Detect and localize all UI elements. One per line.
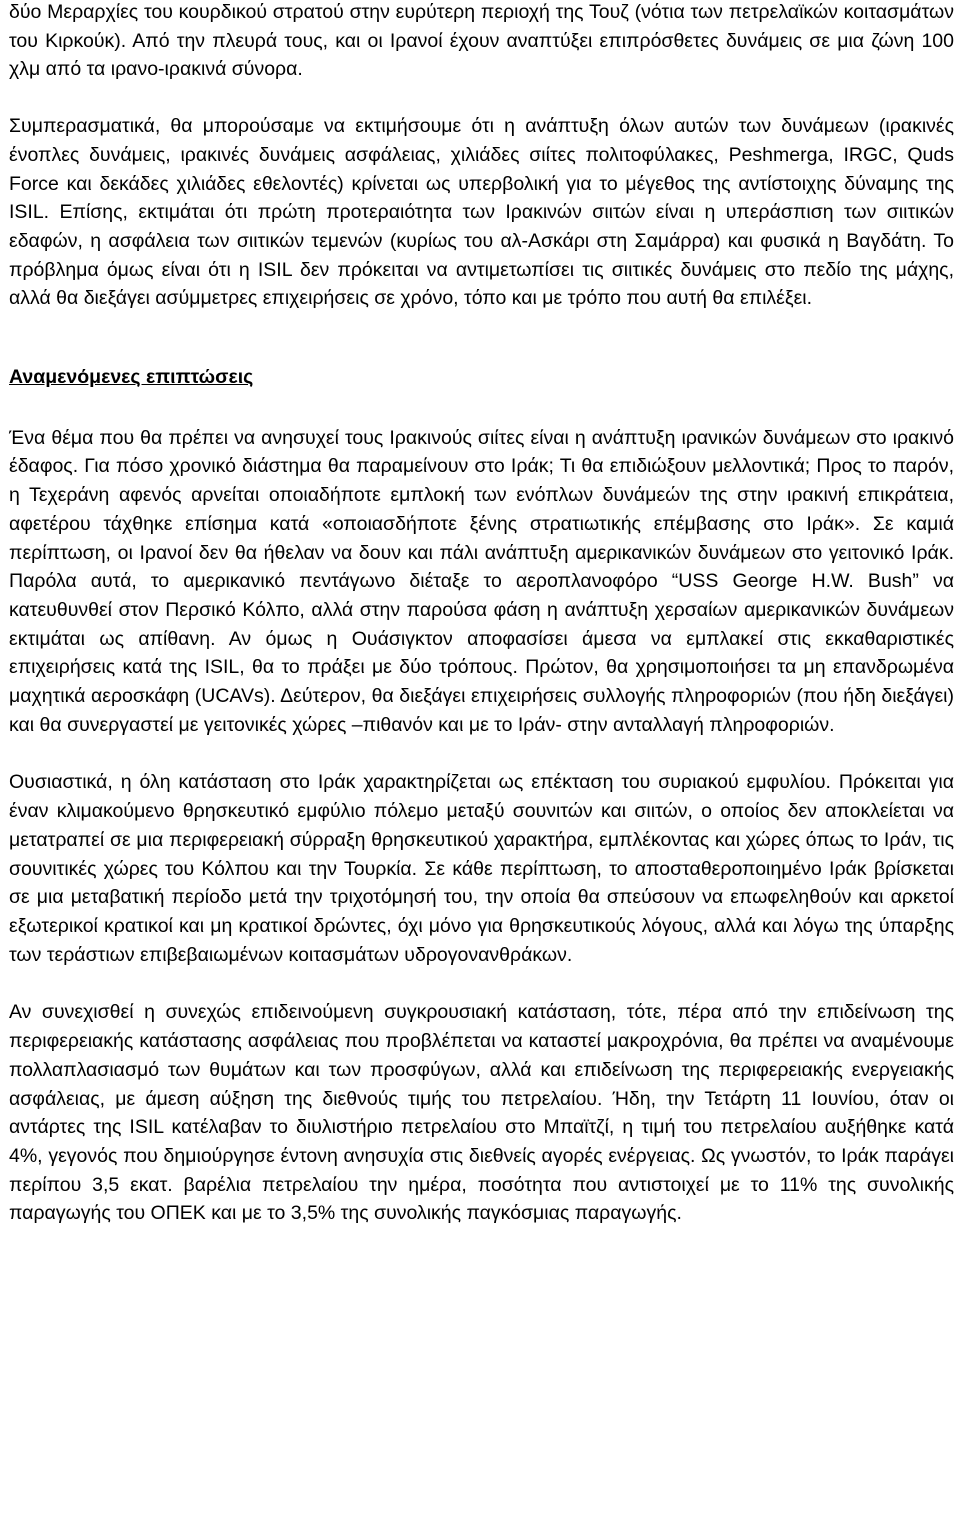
document-page (9, 0, 954, 1228)
section-heading: Αναμενόμενες επιπτώσεις (9, 366, 254, 389)
paragraph-iraq-forces: Ένα θέμα που θα πρέπει να ανησυχεί τους Ιρακινούς σιίτες είναι η ανάπτυξη ιρανικών δυνάμεων στο ιρακινό έδαφος. Για πόσο χρονικό διάστημα θα παραμείνουν στο Ιράκ; Τι θα επιδιώξουν μελλοντικά; Προς το παρόν, η Τεχεράνη αφενός αρνείται οποιαδήποτε εμπλοκή των ενόπλων δυνάμεών της στην ιρακινή επικράτεια, αφετέρου τάχθηκε επίσημα κατά «οποιασδήποτε ξένης στρατιωτικής επέμβασης στο Ιράκ». Σε καμιά περίπτωση, οι Ιρανοί δεν θα ήθελαν να δουν και πάλι ανάπτυξη αμερικανικών δυνάμεων στο γειτονικό Ιράκ. Παρόλα αυτά, το αμερικανικό πεντάγωνο διέταξε το αεροπλανοφόρο “USS George H.W. Bush” να κατευθυνθεί στον Περσικό Κόλπο, αλλά στην παρούσα φάση η ανάπτυξη χερσαίων αμερικανικών δυνάμεων εκτιμάται ως απίθανη. Αν όμως η Ουάσιγκτον αποφασίσει άμεσα να εμπλακεί στις εκκαθαριστικές επιχειρήσεις κατά της ISIL, θα το πράξει με δύο τρόπους. Πρώτον, θα χρησιμοποιήσει τα μη επανδρωμένα μαχητικά αεροσκάφη (UCAVs). Δεύτερον, θα διεξάγει επιχειρήσεις συλλογής πληροφοριών (που ήδη διεξάγει) και θα συνεργαστεί με γειτονικές χώρες –πιθανόν και με το Ιράν- στην ανταλλαγή πληροφοριών. (9, 426, 954, 736)
conclusion-paragraph: Συμπερασματικά, θα μπορούσαμε να εκτιμήσουμε ότι η ανάπτυξη όλων αυτών των δυνάμεων (ιρακινές ένοπλες δυνάμεις, ιρακινές δυνάμεις ασφάλειας, χιλιάδες σιίτες πολιτοφύλακες, Peshmerga, IRGC, Quds Force και δεκάδες χιλιάδες εθελοντές) κρίνεται ως υπερβολική για το μέγεθος της αντίστοιχης δύναμης της ISIL. Επίσης, εκτιμάται ότι πρώτη προτεραιότητα των Ιρακινών σιιτών είναι η υπεράσπιση των σιιτικών εδαφών, η ασφάλεια των σιιτικών τεμενών (κυρίως του αλ-Ασκάρι στη Σαμάρρα) και φυσικά η Βαγδάτη. Το πρόβλημα όμως είναι ότι η ISIL δεν πρόκειται να αντιμετωπίσει τις σιιτικές δυνάμεις στο πεδίο της μάχης, αλλά θα διεξάγει ασύμμετρες επιχειρήσεις σε χρόνο, τόπο και με τρόπο που αυτή θα επιλέξει. (9, 115, 954, 310)
paragraph-sectarian: Ουσιαστικά, η όλη κατάσταση στο Ιράκ χαρακτηρίζεται ως επέκταση του συριακού εμφυλίου. Πρόκειται για έναν κλιμακούμενο θρησκευτικό εμφύλιο πόλεμο μεταξύ σουνιτών και σιιτών, ο οποίος δεν αποκλείεται να μετατραπεί σε μια περιφερειακή σύρραξη θρησκευτικού χαρακτήρα, εμπλέκοντας και χώρες όπως το Ιράν, τις σουνιτικές χώρες του Κόλπου και την Τουρκία. Σε κάθε περίπτωση, το αποσταθεροποιημένο Ιράκ βρίσκεται σε μια μεταβατική περίοδο μετά την τριχοτόμησή του, την οποία θα σπεύσουν να επωφεληθούν και αρκετοί εξωτερικοί κρατικοί και μη κρατικοί δρώντες, όχι μόνο για θρησκευτικούς λόγους, αλλά και λόγω της ύπαρξης των τεράστιων επιβεβαιωμένων κοιτασμάτων υδρογονανθράκων. (9, 771, 954, 966)
paragraph-energy: Αν συνεχισθεί η συνεχώς επιδεινούμενη συγκρουσιακή κατάσταση, τότε, πέρα από την επιδείνωση της περιφερειακής κατάστασης ασφάλειας που προβλέπεται να καταστεί μακροχρόνια, θα πρέπει να αναμένουμε πολλαπλασιασμό των θυμάτων και των προσφύγων, αλλά και επιδείνωση της περιφερειακής ενεργειακής ασφάλειας, με άμεση αύξηση της διεθνούς τιμής του πετρελαίου. Ήδη, την Τετάρτη 11 Ιουνίου, όταν οι αντάρτες της ISIL κατέλαβαν το διυλιστήριο πετρελαίου στο Μπαϊτζί, η τιμή του πετρελαίου αυξήθηκε κατά 4%, γεγονός που δημιούργησε έντονη ανησυχία στις διεθνείς αγορές ενέργειας. Ως γνωστόν, το Ιράκ παράγει περίπου 3,5 εκατ. βαρέλια πετρελαίου την ημέρα, ποσότητα που αντιστοιχεί με το 11% της συνολικής παραγωγής του ΟΠΕΚ και με το 3,5% της συνολικής παγκόσμιας παραγωγής. (9, 1001, 954, 1225)
intro-paragraph: δύο Μεραρχίες του κουρδικού στρατού στην ευρύτερη περιοχή της Τουζ (νότια των πετρελαϊκών κοιτασμάτων του Κιρκούκ). Από την πλευρά τους, και οι Ιρανοί έχουν αναπτύξει επιπρόσθετες δυνάμεις σε μια ζώνη 100 χλμ από τα ιρανο-ιρακινά σύνορα. (9, 1, 954, 81)
